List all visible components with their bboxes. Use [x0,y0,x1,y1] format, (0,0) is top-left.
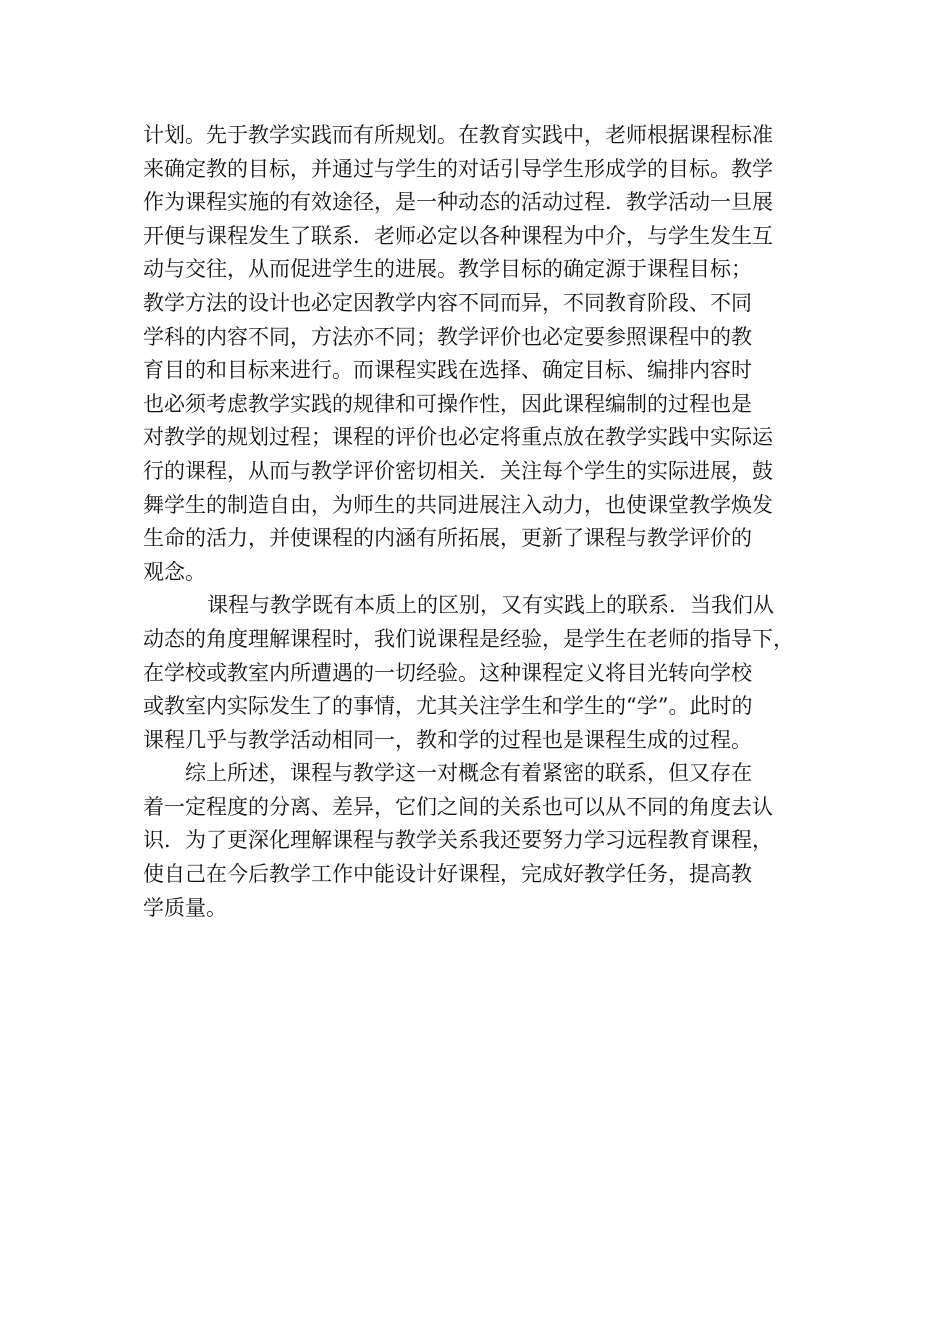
text-line: 综上所述，课程与教学这一对概念有着紧密的联系，但又存在 [185,761,752,786]
text-line: 教学方法的设计也必定因教学内容不同而异，不同教育阶段、不同 [143,290,752,315]
text-line: 在学校或教室内所遭遇的一切经验。这种课程定义将目光转向学校 [143,660,752,685]
text-line: 开便与课程发生了联系．老师必定以各种课程为中介，与学生发生互 [143,223,773,248]
text-line: 课程与教学既有本质上的区别，又有实践上的联系．当我们从 [207,593,774,618]
text-line: 行的课程，从而与教学评价密切相关．关注每个学生的实际进展，鼓 [143,458,773,483]
text-line: 学质量。 [143,895,227,920]
document-body [143,119,813,925]
text-line: 识．为了更深化理解课程与教学关系我还要努力学习远程教育课程， [143,828,773,853]
text-line: 育目的和目标来进行。而课程实践在选择、确定目标、编排内容时 [143,358,752,383]
text-line: 动态的角度理解课程时，我们说课程是经验，是学生在老师的指导下， [143,626,794,651]
text-line: 也必须考虑教学实践的规律和可操作性，因此课程编制的过程也是 [143,391,752,416]
text-line: 或教室内实际发生了的事情，尤其关注学生和学生的“学”。此时的 [143,694,753,719]
text-line: 舞学生的制造自由，为师生的共同进展注入动力，也使课堂教学焕发 [143,492,773,517]
text-line: 来确定教的目标，并通过与学生的对话引导学生形成学的目标。教学 [143,156,773,181]
text-line: 计划。先于教学实践而有所规划。在教育实践中，老师根据课程标准 [143,123,773,147]
text-line: 生命的活力，并使课程的内涵有所拓展，更新了课程与教学评价的 [143,526,752,551]
text-line: 动与交往，从而促进学生的进展。教学目标的确定源于课程目标； [143,257,752,282]
text-line: 着一定程度的分离、差异，它们之间的关系也可以从不同的角度去认 [143,794,773,819]
text-line: 观念。 [143,559,206,584]
text-line: 对教学的规划过程；课程的评价也必定将重点放在教学实践中实际运 [143,425,773,450]
paragraph-3 [143,757,813,925]
text-line: 课程几乎与教学活动相同一，教和学的过程也是课程生成的过程。 [143,727,752,752]
text-line: 作为课程实施的有效途径，是一种动态的活动过程．教学活动一旦展 [143,190,773,215]
paragraph-1 [143,119,813,589]
text-line: 使自己在今后教学工作中能设计好课程，完成好教学任务，提高教 [143,862,752,887]
text-line: 学科的内容不同，方法亦不同；教学评价也必定要参照课程中的教 [143,324,752,349]
paragraph-2 [143,589,813,757]
